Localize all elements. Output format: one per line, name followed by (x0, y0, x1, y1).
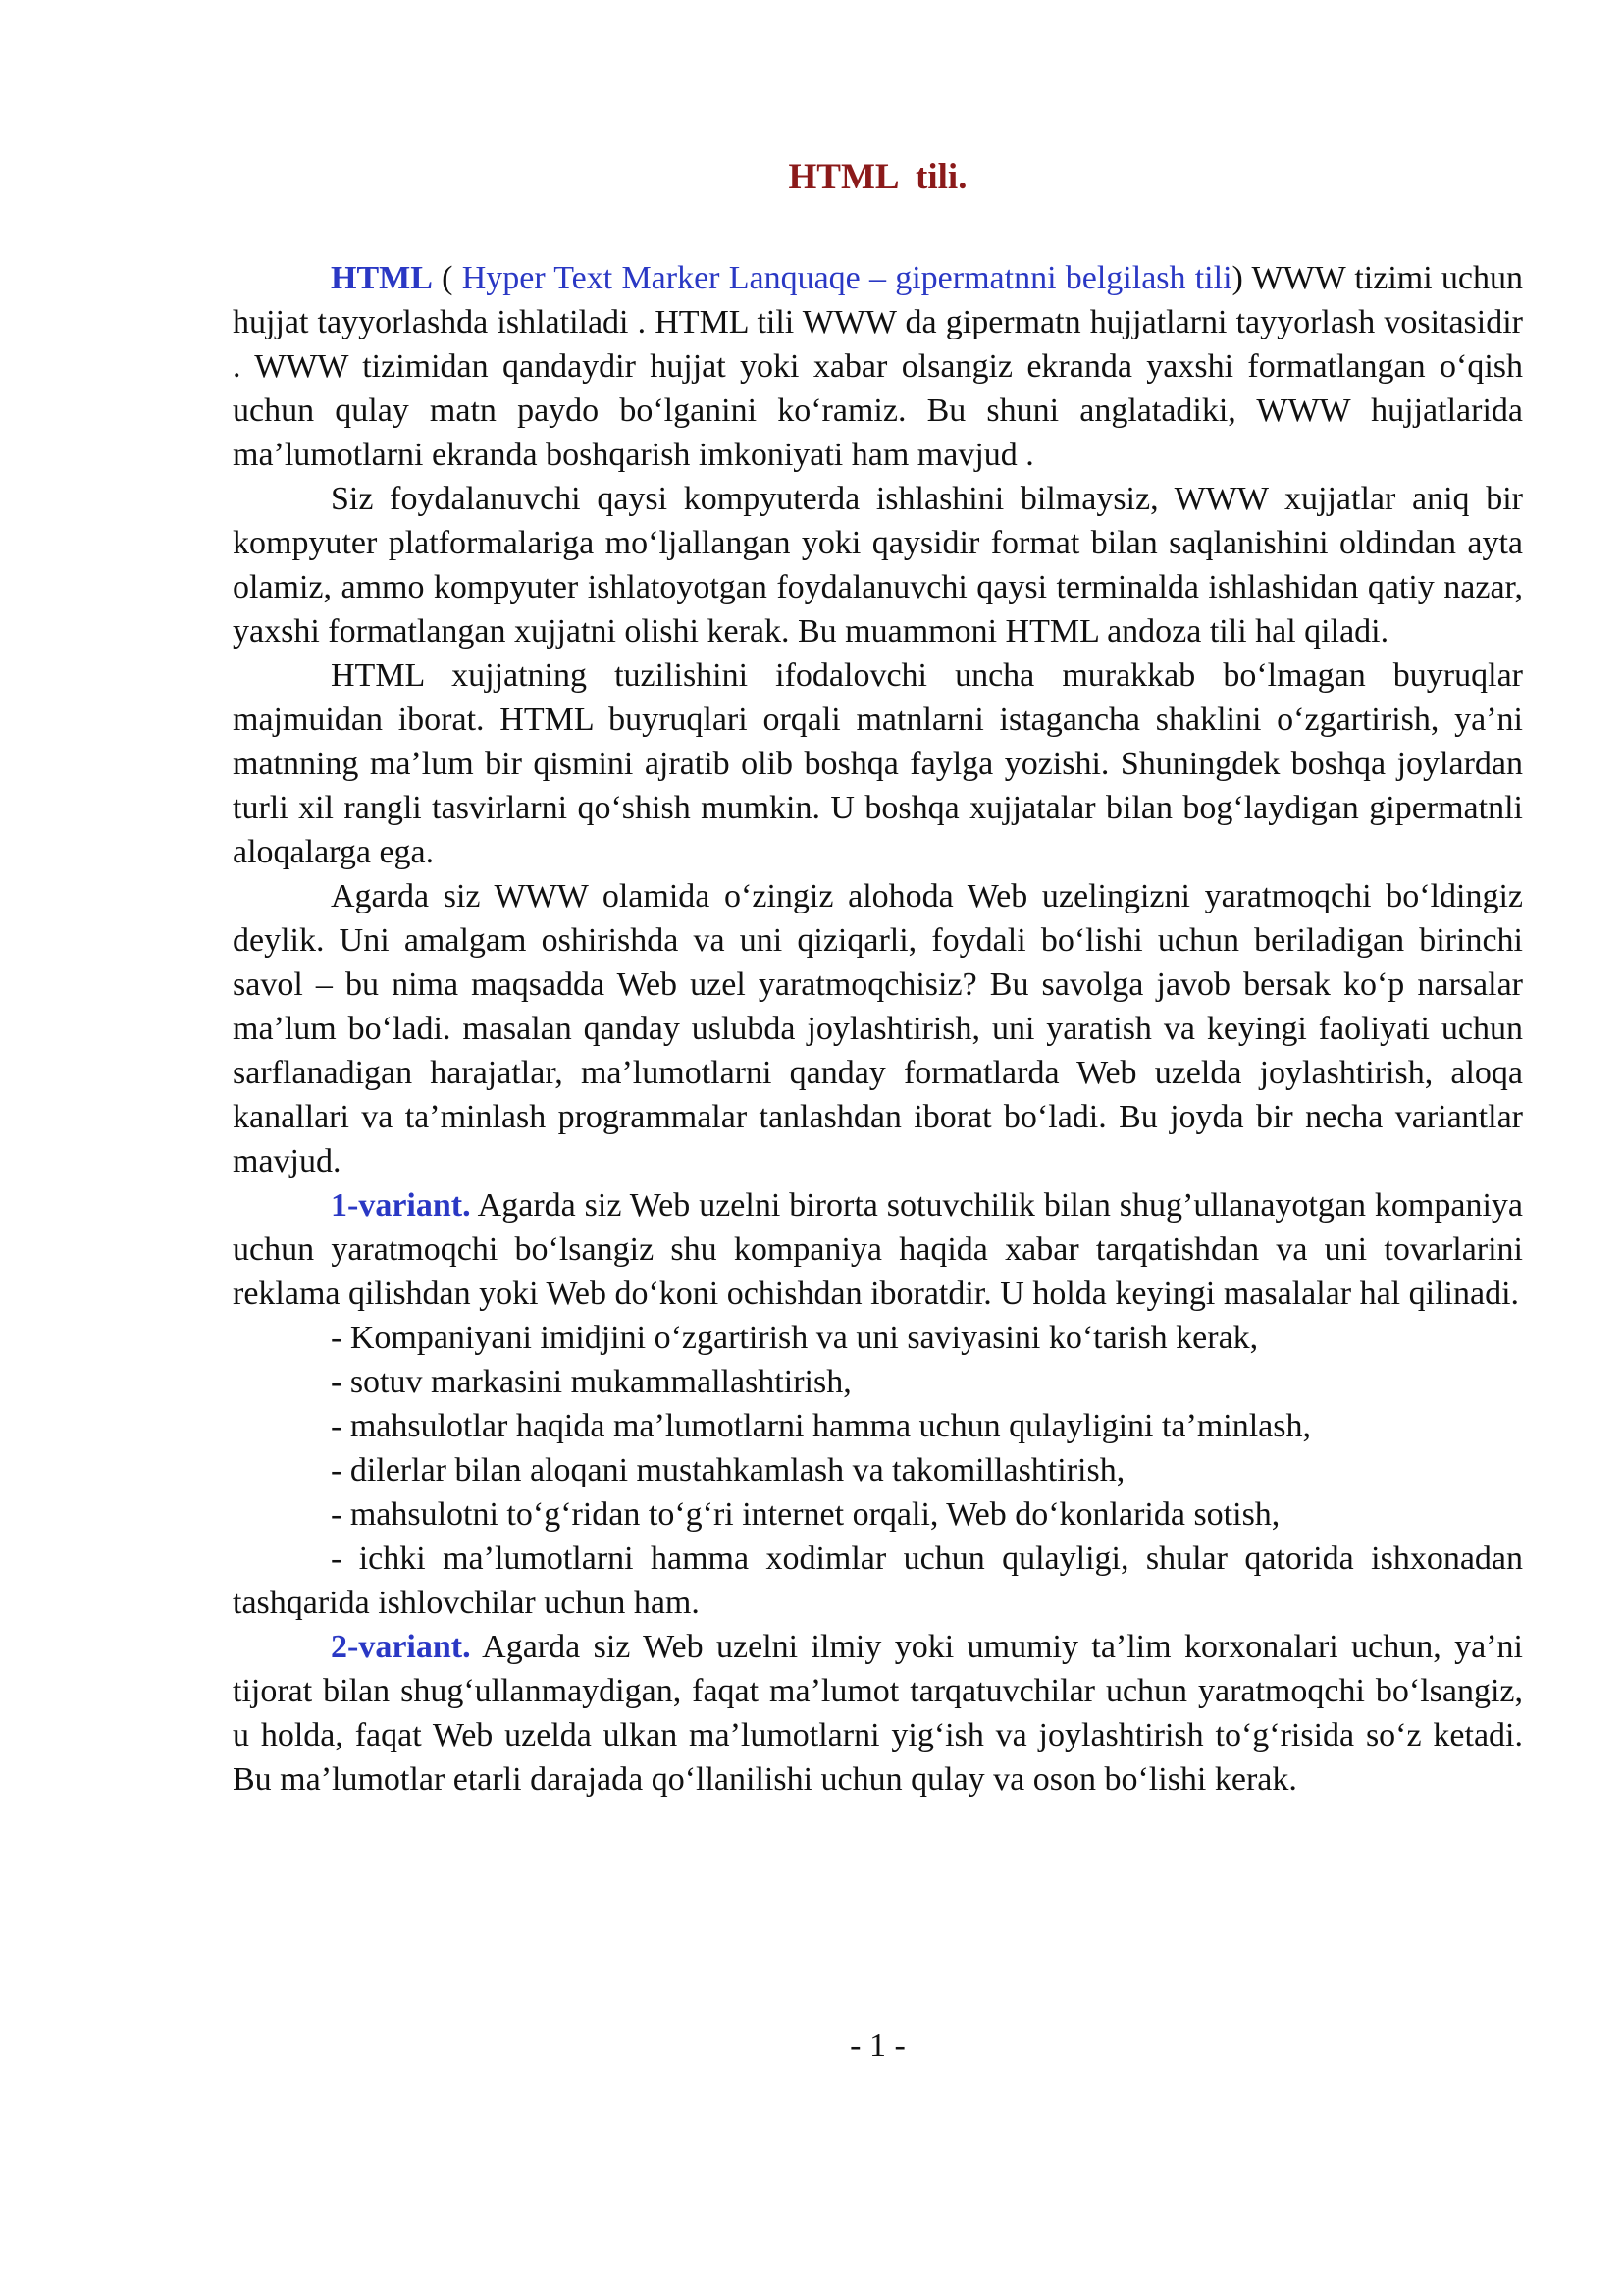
variant-2-label: 2-variant. (331, 1629, 471, 1665)
variant-1-paragraph (233, 1183, 1523, 1316)
document-title: HTML tili. (788, 157, 968, 197)
list-item: - Kompaniyani imidjini oʻzgartirish va uni saviyasini koʻtarish kerak, (331, 1320, 1259, 1356)
list-item: - mahsulotlar haqida maʼlumotlarni hamma uchun qulayligini taʼminlash, (331, 1408, 1311, 1444)
intro-paragraph (233, 256, 1523, 477)
paragraph-web-node: Agarda siz WWW olamida oʻzingiz alohoda Web uzelingizni yaratmoqchi boʻldingiz deylik. Uni amalgam oshirishda va uni qiziqarli, foydali boʻlishi uchun beriladigan birinchi savol – bu nima maqsadda Web uzel yaratmoqchisiz? Bu savolga javob bersak koʻp narsalar maʼlum boʻladi. masalan qanday uslubda joylashtirish, uni yaratish va keyingi faoliyati uchun sarflanadigan harajatlar, maʼlumotlarni qanday formatlarda Web uzelda joylashtirish, aloqa kanallari va taʼminlash programmalar tanlashdan iborat boʻladi. Bu joyda bir necha variantlar mavjud. (233, 878, 1523, 1179)
document-body (233, 256, 1523, 1801)
variant-2-paragraph (233, 1625, 1523, 1801)
variant-1-text: Agarda siz Web uzelni birorta sotuvchilik bilan shug’ullanayotgan kompaniya uchun yaratmoqchi boʻlsangiz shu kompaniya haqida xabar tarqatishdan va uni tovarlarini reklama qilishdan yoki Web doʻkoni ochishdan iboratdir. U holda keyingi masalalar hal qilinadi. (233, 1187, 1523, 1312)
page-number: - 1 - (850, 2027, 906, 2063)
list-item: - mahsulotni toʻgʻridan toʻgʻri internet orqali, Web doʻkonlarida sotish, (331, 1496, 1281, 1533)
list-item: - ichki maʼlumotlarni hamma xodimlar uchun qulayligi, shular qatorida ishxonadan tashqarida ishlovchilar uchun ham. (233, 1540, 1523, 1621)
list-item: - dilerlar bilan aloqani mustahkamlash va takomillashtirish, (331, 1452, 1126, 1488)
variant-2-text: Agarda siz Web uzelni ilmiy yoki umumiy taʼlim korxonalari uchun, yaʼni tijorat bilan shugʻullanmaydigan, faqat maʼlumot tarqatuvchilar uchun yaratmoqchi boʻlsangiz, u holda, faqat Web uzelda ulkan maʼlumotlarni yigʻish va joylashtirish toʻgʻrisida soʻz ketadi. Bu maʼlumotlar etarli darajada qoʻllanilishi uchun qulay va oson boʻlishi kerak. (233, 1629, 1523, 1798)
html-term: HTML (331, 260, 433, 296)
variant-1-label: 1-variant. (331, 1187, 471, 1224)
html-expansion: Hyper Text Marker Lanquaqe – gipermatnni belgilash tili (461, 260, 1232, 296)
intro-text: ) WWW tizimi uchun hujjat tayyorlashda ishlatiladi . HTML tili WWW da gipermatn hujjatlarni tayyorlash vositasidir . WWW tizimidan qandaydir hujjat yoki xabar olsangiz ekranda yaxshi formatlangan oʻqish uchun qulay matn paydo boʻlganini koʻramiz. Bu shuni anglatadiki, WWW hujjatlarida maʼlumotlarni ekranda boshqarish imkoniyati ham mavjud . (233, 260, 1524, 473)
paragraph-html-commands: HTML xujjatning tuzilishini ifodalovchi uncha murakkab boʻlmagan buyruqlar majmuidan iborat. HTML buyruqlari orqali matnlarni istagancha shaklini oʻzgartirish, yaʼni matnning maʼlum bir qismini ajratib olib boshqa faylga yozishi. Shuningdek boshqa joylardan turli xil rangli tasvirlarni qoʻshish mumkin. U boshqa xujjatalar bilan bogʻlaydigan gipermatnli aloqalarga ega. (233, 657, 1523, 870)
list-item: - sotuv markasini mukammallashtirish, (331, 1364, 852, 1400)
intro-open-paren: ( (432, 260, 462, 296)
paragraph-compatibility: Siz foydalanuvchi qaysi kompyuterda ishlashini bilmaysiz, WWW xujjatlar aniq bir kompyuter platformalariga moʻljallangan yoki qaysidir format bilan saqlanishini oldindan ayta olamiz, ammo kompyuter ishlatoyotgan foydalanuvchi qaysi terminalda ishlashidan qatiy nazar, yaxshi formatlangan xujjatni olishi kerak. Bu muammoni HTML andoza tili hal qiladi. (233, 481, 1523, 650)
